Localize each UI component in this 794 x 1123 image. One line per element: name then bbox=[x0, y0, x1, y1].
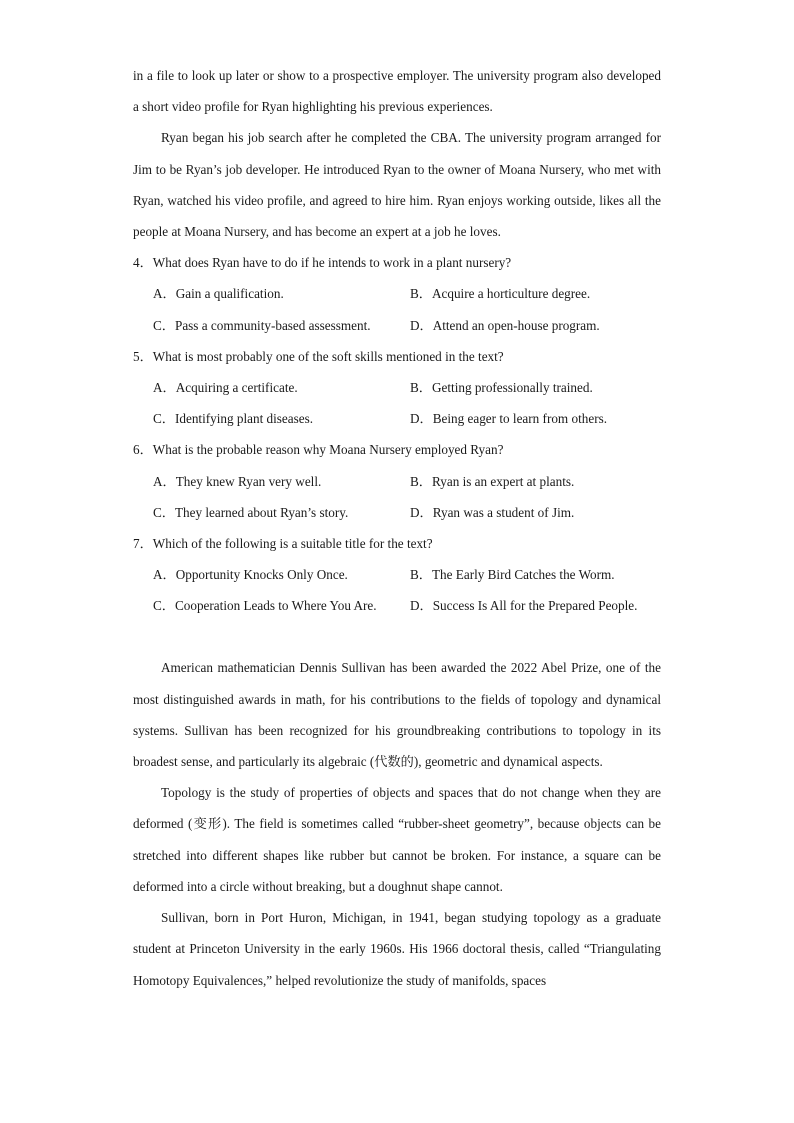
option-c: C．They learned about Ryan’s story. bbox=[153, 504, 349, 520]
option-c: C．Cooperation Leads to Where You Are. bbox=[153, 598, 377, 614]
question-5 bbox=[133, 341, 661, 435]
option-c: C．Identifying plant diseases. bbox=[153, 411, 314, 427]
question-4 bbox=[133, 247, 661, 341]
passage2-paragraph-topology: Topology is the study of properties of objects and spaces that do not change when they are deformed (变形). The field is sometimes called “rubber-sheet geometry”, because objects can be stretched into different shapes like rubber but cannot be broken. For instance, a square can be deformed into a circle without breaking, but a doughnut shape cannot. bbox=[133, 785, 661, 894]
question-stem: 7．Which of the following is a suitable title for the text? bbox=[133, 535, 433, 551]
option-d: D．Success Is All for the Prepared People. bbox=[410, 598, 638, 614]
option-c: C．Pass a community-based assessment. bbox=[153, 317, 371, 333]
option-a: A．Acquiring a certificate. bbox=[153, 379, 298, 395]
option-b: B．The Early Bird Catches the Worm. bbox=[410, 567, 615, 583]
passage1-paragraph-continued: in a file to look up later or show to a prospective employer. The university program also developed a short video profile for Ryan highlighting his previous experiences. bbox=[133, 68, 661, 115]
option-d: D．Being eager to learn from others. bbox=[410, 411, 608, 427]
option-d: D．Attend an open-house program. bbox=[410, 317, 600, 333]
document-page bbox=[133, 60, 661, 996]
option-a: A．Gain a qualification. bbox=[153, 286, 284, 302]
option-a: A．Opportunity Knocks Only Once. bbox=[153, 567, 348, 583]
question-7 bbox=[133, 528, 661, 622]
option-b: B．Acquire a horticulture degree. bbox=[410, 286, 591, 302]
question-stem: 5．What is most probably one of the soft skills mentioned in the text? bbox=[133, 348, 504, 364]
section-spacer bbox=[133, 621, 661, 652]
question-stem: 4．What does Ryan have to do if he intends to work in a plant nursery? bbox=[133, 255, 512, 271]
question-6 bbox=[133, 434, 661, 528]
passage2-paragraph-sullivan-bio: Sullivan, born in Port Huron, Michigan, in 1941, began studying topology as a graduate student at Princeton University in the early 1960s. His 1966 doctoral thesis, called “Triangulating Homotopy Equivalences,” helped revolutionize the study of manifolds, spaces bbox=[133, 910, 661, 988]
option-a: A．They knew Ryan very well. bbox=[153, 473, 322, 489]
passage1-paragraph-job-search: Ryan began his job search after he completed the CBA. The university program arranged for Jim to be Ryan’s job developer. He introduced Ryan to the owner of Moana Nursery, who met with Ryan, watched his video profile, and agreed to hire him. Ryan enjoys working outside, likes all the people at Moana Nursery, and has become an expert at a job he loves. bbox=[133, 130, 661, 240]
option-b: B．Ryan is an expert at plants. bbox=[410, 473, 575, 489]
passage2-paragraph-abel-prize: American mathematician Dennis Sullivan has been awarded the 2022 Abel Prize, one of the most distinguished awards in math, for his contributions to the fields of topology and dynamical systems. Sullivan has been recognized for his groundbreaking contributions to topology in its broadest sense, and particularly its algebraic (代数的), geometric and dynamical aspects. bbox=[133, 660, 661, 770]
option-d: D．Ryan was a student of Jim. bbox=[410, 504, 575, 520]
option-b: B．Getting professionally trained. bbox=[410, 379, 593, 395]
question-stem: 6．What is the probable reason why Moana Nursery employed Ryan? bbox=[133, 442, 504, 458]
